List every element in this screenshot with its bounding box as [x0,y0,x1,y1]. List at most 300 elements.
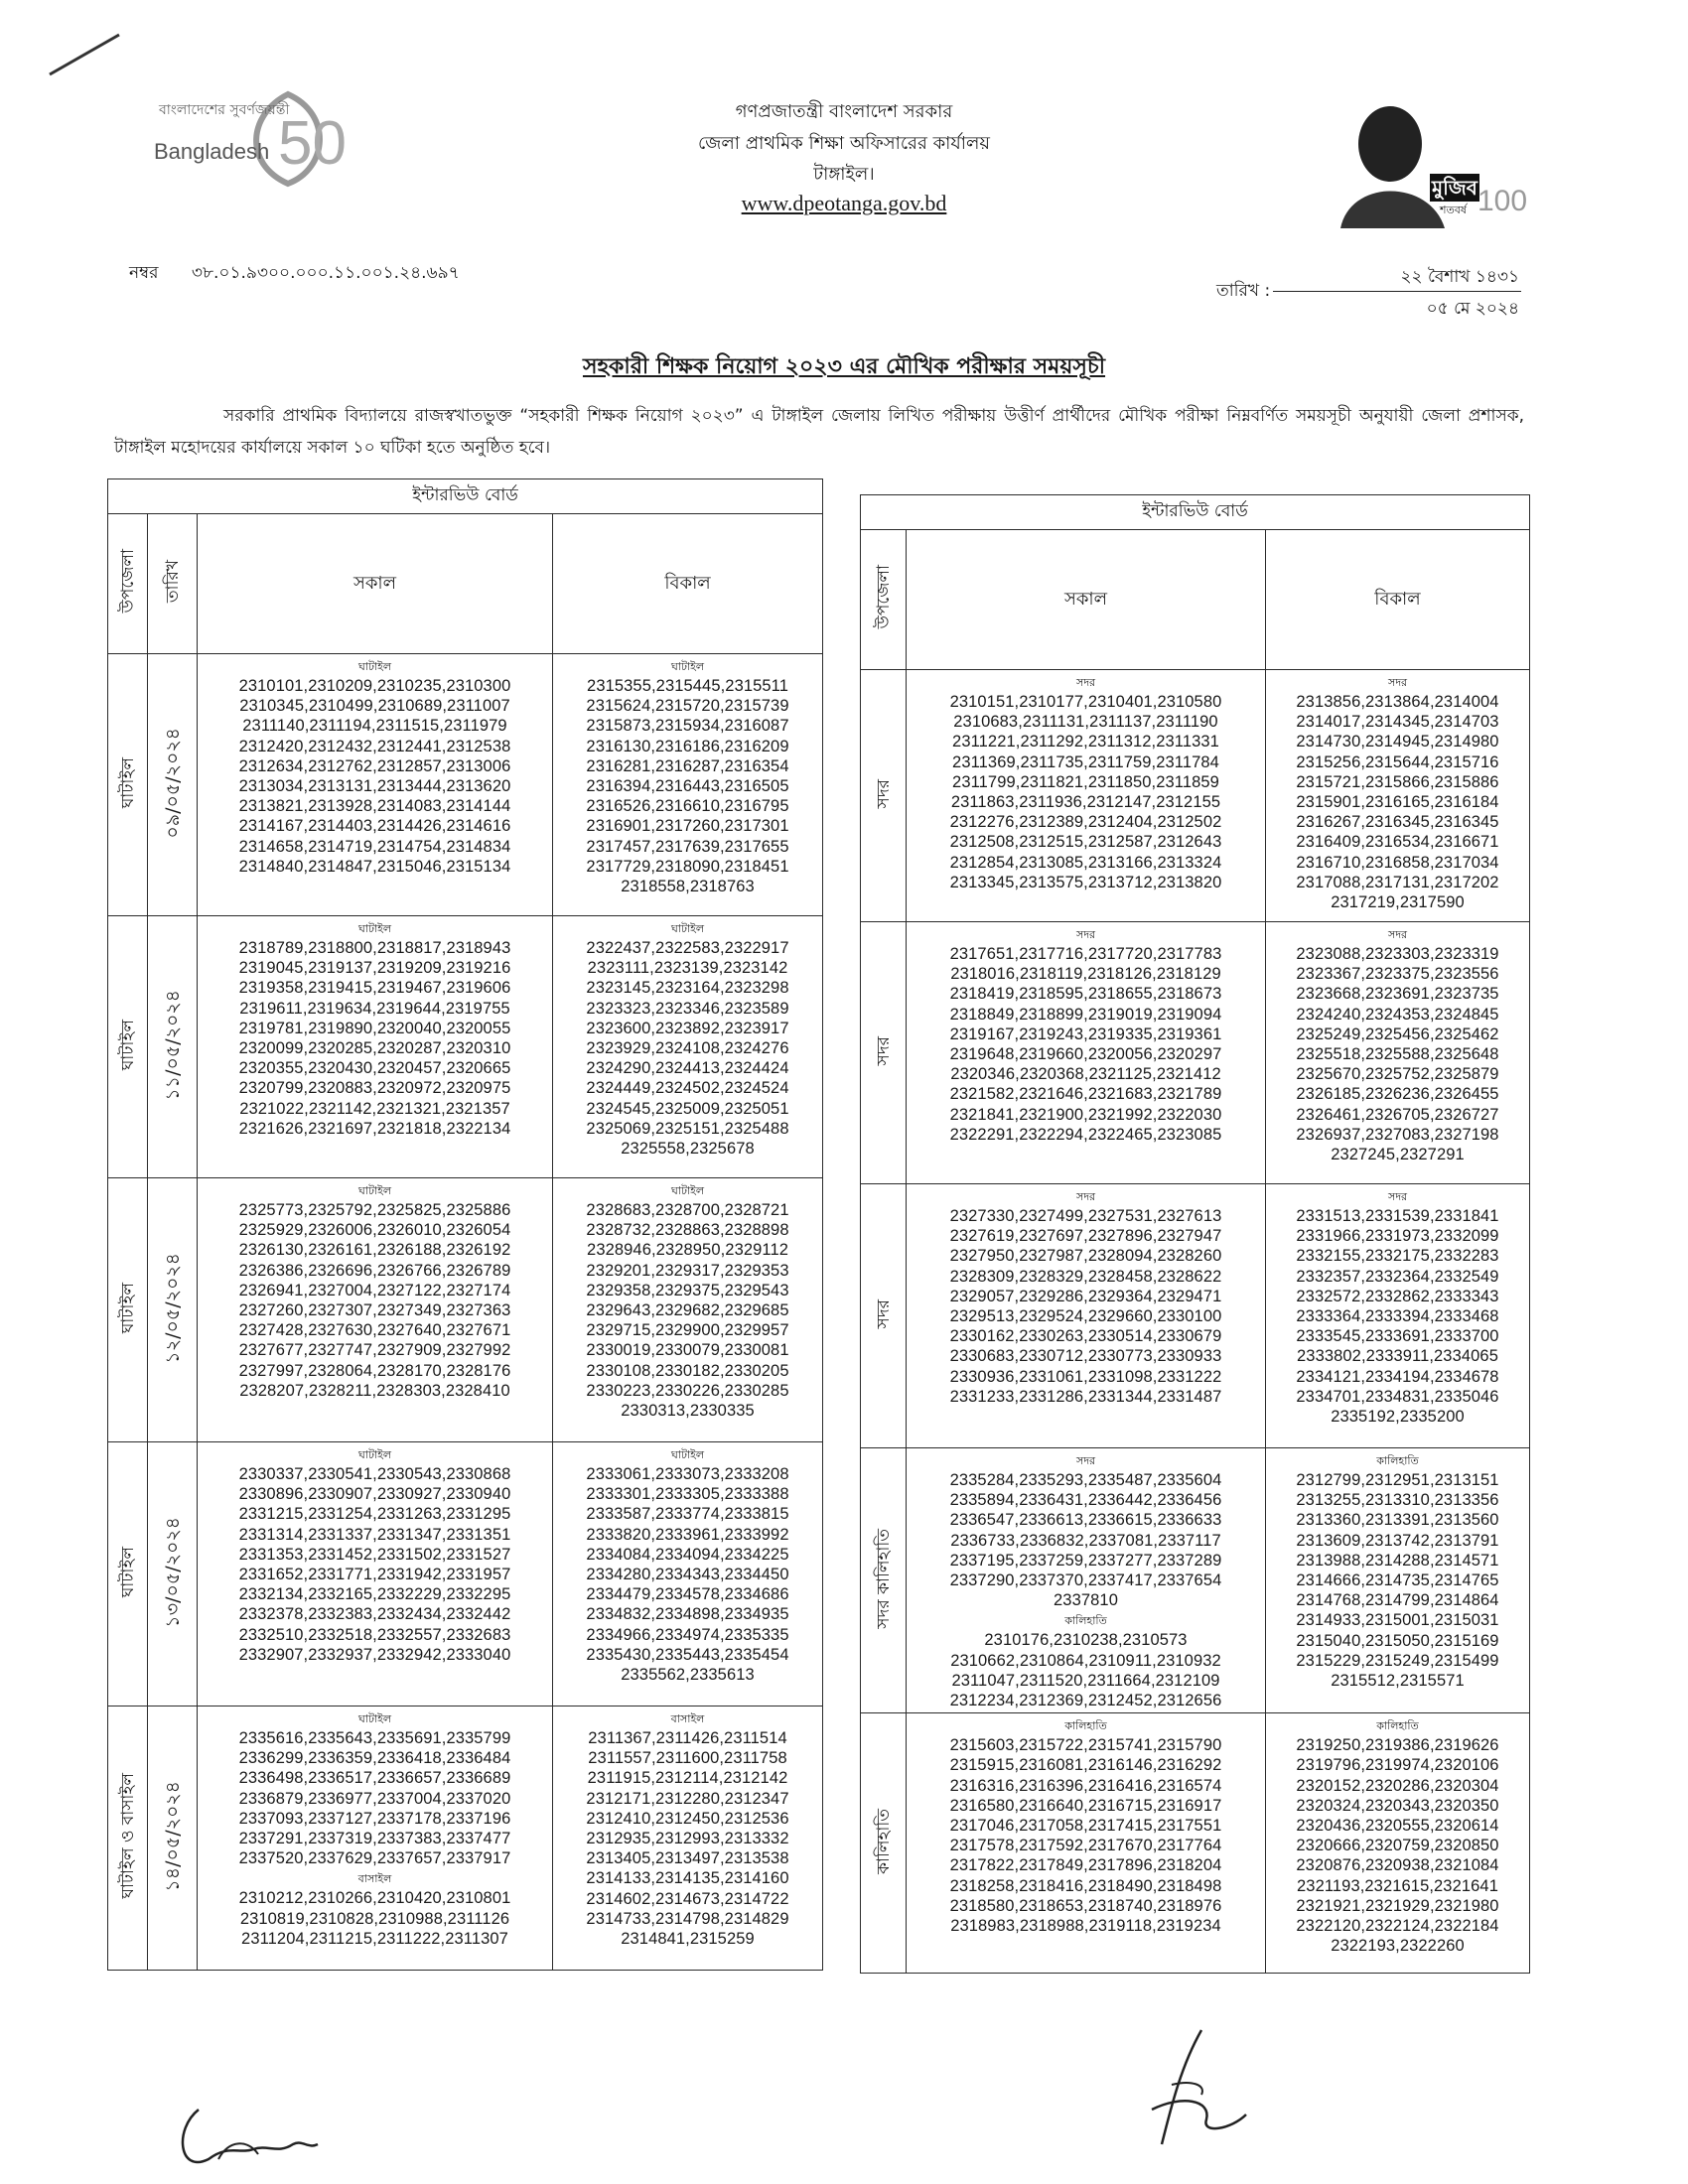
roll-number-line: 2330896,2330907,2330927,2330940 [238,1485,511,1504]
roll-number-list [200,1464,550,1665]
roll-number-line: 2336299,2336359,2336418,2336484 [238,1749,511,1768]
roll-number-line: 2335192,2335200 [1331,1408,1465,1427]
roll-number-line: 2329513,2329524,2329660,2330100 [949,1307,1222,1326]
roll-number-line: 2324545,2325009,2325051 [586,1099,789,1118]
roll-number-line: 2318419,2318595,2318655,2318673 [949,985,1222,1004]
roll-number-list [909,1735,1263,1936]
roll-number-line: 2315512,2315571 [1331,1672,1465,1691]
roll-number-line: 2331652,2331771,2331942,2331957 [238,1566,511,1584]
roll-number-line: 2322120,2322124,2322184 [1296,1917,1499,1936]
roll-number-line: 2317651,2317716,2317720,2317783 [949,945,1222,963]
roll-number-line: 2325249,2325456,2325462 [1296,1024,1499,1043]
roll-number-line: 2318789,2318800,2318817,2318943 [238,939,511,957]
roll-number-line: 2316394,2316443,2316505 [586,777,789,796]
upazila-sublabel: ঘাটাইল [357,1184,392,1197]
morning-cell [198,916,553,1178]
roll-number-line: 2323668,2323691,2323735 [1296,985,1499,1004]
roll-number-list [1268,944,1527,1164]
roll-number-line: 2315040,2315050,2315169 [1296,1631,1499,1650]
upazila-sublabel: বাসাইল [670,1712,705,1725]
roll-number-line: 2319167,2319243,2319335,2319361 [949,1024,1222,1043]
roll-number-line: 2316267,2316345,2316345 [1296,813,1499,832]
roll-number-line: 2319045,2319137,2319209,2319216 [238,959,511,978]
table-row [861,1184,1530,1448]
roll-number-line: 2337291,2337319,2337383,2337477 [238,1830,511,1848]
roll-number-line: 2331966,2331973,2332099 [1296,1227,1499,1246]
roll-number-line: 2330223,2330226,2330285 [586,1381,789,1400]
roll-number-line: 2310151,2310177,2310401,2310580 [949,693,1222,711]
upazila-name: ঘাটাইল [117,1282,138,1334]
upazila-name: ঘাটাইল [117,756,138,809]
intro-paragraph: সরকারি প্রাথমিক বিদ্যালয়ে রাজস্বখাতভুক্ত “সহকারী শিক্ষক নিয়োগ ২০২৩” এ টাঙ্গাইল জেলায় লিখিত পরীক্ষায় উত্তীর্ণ প্রার্থীদের মৌখিক পরীক্ষা নিম্নবর্ণিত সময়সূচী অনুযায়ী জেলা প্রশাসক, টাঙ্গাইল মহোদয়ের কার্যালয়ে সকাল ১০ ঘটিকা হতে অনুষ্ঠিত হবে। [114,406,1524,458]
left-interview-board-table [107,478,823,1971]
roll-number-line: 2317578,2317592,2317670,2317764 [949,1837,1222,1855]
date-english: ০৫ মে ২০২৪ [1426,299,1519,319]
left-col-morning-header: সকাল [198,514,553,654]
roll-number-line: 2311047,2311520,2311664,2312109 [951,1671,1220,1690]
roll-number-line: 2317457,2317639,2317655 [586,837,789,856]
roll-number-line: 2336547,2336613,2336615,2336633 [949,1511,1222,1530]
right-interview-board-table [860,494,1530,1974]
interview-date: ০৯/০৫/২০২৪ [161,727,184,839]
roll-number-line: 2315603,2315722,2315741,2315790 [949,1736,1222,1755]
interview-date: ১৪/০৫/২০২৪ [161,1780,184,1892]
roll-number-line: 2333301,2333305,2333388 [586,1485,789,1504]
table-row [108,1706,823,1971]
roll-number-line: 2314733,2314798,2314829 [586,1909,789,1928]
roll-number-line: 2315901,2316165,2316184 [1296,793,1499,812]
roll-number-line: 2321193,2321615,2321641 [1297,1876,1498,1895]
roll-number-line: 2320346,2320368,2321125,2321412 [950,1065,1221,1084]
roll-number-line: 2321841,2321900,2321992,2322030 [949,1105,1222,1124]
roll-number-line: 2312234,2312369,2312452,2312656 [949,1692,1222,1710]
roll-number-line: 2328946,2328950,2329112 [587,1241,788,1260]
roll-number-line: 2326130,2326161,2326188,2326192 [238,1241,511,1260]
roll-number-line: 2323323,2323346,2323589 [586,999,789,1018]
roll-number-line: 2331215,2331254,2331263,2331295 [238,1505,511,1524]
roll-number-line: 2313345,2313575,2313712,2313820 [949,873,1222,891]
roll-number-line: 2330019,2330079,2330081 [586,1341,789,1360]
roll-number-line: 2330683,2330712,2330773,2330933 [949,1347,1222,1366]
roll-number-line: 2312508,2312515,2312587,2312643 [949,833,1222,852]
roll-number-line: 2315873,2315934,2316087 [586,717,789,736]
roll-number-line: 2314167,2314403,2314426,2314616 [238,817,511,836]
upazila-sublabel: সদর [1075,1454,1096,1467]
roll-number-line: 2319781,2319890,2320040,2320055 [238,1019,511,1037]
roll-number-line: 2318983,2318988,2319118,2319234 [950,1917,1221,1936]
roll-number-line: 2322437,2322583,2322917 [586,939,789,957]
roll-number-line: 2316901,2317260,2317301 [586,817,789,836]
header-govt: গণপ্রজাতন্ত্রী বাংলাদেশ সরকার [735,101,953,122]
roll-number-line: 2331353,2331452,2331502,2331527 [238,1545,511,1564]
pen-stroke-mark [45,30,124,79]
roll-number-line: 2329643,2329682,2329685 [586,1301,789,1320]
roll-number-list [1268,1206,1527,1427]
header-district: টাঙ্গাইল। [813,164,875,185]
upazila-name: সদর কালিহাতি [873,1528,894,1629]
logo-name: Bangladesh [154,139,270,164]
morning-cell [907,670,1266,922]
roll-number-line: 2321582,2321646,2321683,2321789 [949,1085,1222,1104]
roll-number-line: 2318016,2318119,2318126,2318129 [950,965,1221,984]
roll-number-line: 2320876,2320938,2321084 [1296,1856,1499,1875]
roll-number-line: 2315229,2315249,2315499 [1296,1651,1499,1670]
roll-number-line: 2318849,2318899,2319019,2319094 [949,1005,1222,1024]
roll-number-line: 2324240,2324353,2324845 [1296,1005,1499,1024]
date-cell [148,1178,198,1442]
evening-cell [1266,1184,1530,1448]
roll-number-line: 2311863,2311936,2312147,2312155 [950,793,1221,812]
roll-number-line: 2311557,2311600,2311758 [588,1749,787,1768]
roll-number-line: 2331233,2331286,2331344,2331487 [949,1387,1222,1406]
roll-number-line: 2337290,2337370,2337417,2337654 [949,1571,1222,1590]
roll-number-line: 2327330,2327499,2327531,2327613 [949,1207,1222,1225]
roll-number-line: 2314730,2314945,2314980 [1296,733,1499,751]
left-col-evening-header: বিকাল [553,514,823,654]
roll-number-line: 2315624,2315720,2315739 [586,697,789,716]
logo-subtext: বাংলাদেশের সুবর্ণজয়ন্তী [159,102,290,118]
memo-label: নম্বর [129,263,159,283]
roll-number-list [200,676,550,877]
roll-number-line: 2320324,2320343,2320350 [1296,1796,1499,1815]
evening-cell [553,1706,823,1971]
roll-number-line: 2323145,2323164,2323298 [586,979,789,998]
upazila-sublabel: ঘাটাইল [357,1712,392,1725]
roll-number-line: 2313988,2314288,2314571 [1296,1551,1499,1570]
interview-date: ১১/০৫/২০২৪ [161,989,184,1101]
morning-cell [198,1442,553,1706]
roll-number-line: 2320152,2320286,2320304 [1296,1776,1499,1795]
roll-number-line: 2320355,2320430,2320457,2320665 [238,1059,511,1078]
morning-cell [198,1706,553,1971]
date-label: তারিখ : [1216,281,1271,301]
roll-number-line: 2320099,2320285,2320287,2320310 [238,1039,511,1058]
roll-number-line: 2315256,2315644,2315716 [1296,752,1499,771]
roll-number-line: 2330162,2330263,2330514,2330679 [949,1327,1222,1346]
upazila-name: সদর [873,1298,894,1329]
roll-number-line: 2311204,2311215,2311222,2311307 [241,1929,508,1948]
roll-number-line: 2321626,2321697,2321818,2322134 [238,1119,511,1138]
roll-number-line: 2311915,2312114,2312142 [587,1769,788,1788]
roll-number-list [200,1888,550,1949]
table-row [861,1448,1530,1713]
roll-number-line: 2332510,2332518,2332557,2332683 [238,1625,511,1644]
roll-number-line: 2318258,2318416,2318490,2318498 [949,1876,1222,1895]
roll-number-line: 2311799,2311821,2311850,2311859 [952,772,1219,791]
roll-number-line: 2315355,2315445,2315511 [587,677,788,695]
roll-number-line: 2314602,2314673,2314722 [586,1889,789,1908]
roll-number-line: 2326937,2327083,2327198 [1296,1125,1499,1144]
left-board-title: ইন্টারভিউ বোর্ড [108,479,823,514]
morning-cell [907,922,1266,1184]
roll-number-line: 2326461,2326705,2326727 [1296,1105,1499,1124]
roll-number-line: 2323929,2324108,2324276 [586,1039,789,1058]
upazila-sublabel: ঘাটাইল [670,660,705,673]
roll-number-line: 2312799,2312951,2313151 [1296,1471,1499,1489]
roll-number-line: 2312854,2313085,2313166,2313324 [949,853,1222,872]
roll-number-list [555,1728,820,1949]
right-board-title: ইন্টারভিউ বোর্ড [861,495,1530,530]
roll-number-line: 2336879,2336977,2337004,2337020 [238,1789,511,1808]
roll-number-line: 2327997,2328064,2328170,2328176 [238,1361,511,1380]
upazila-name: ঘাটাইল [117,1546,138,1598]
upazila-sublabel: সদর [1075,676,1096,689]
roll-number-line: 2325670,2325752,2325879 [1296,1065,1499,1084]
upazila-sublabel: সদর [1387,1190,1408,1203]
roll-number-line: 2312410,2312450,2312536 [586,1809,789,1828]
upazila-sublabel: সদর [1387,928,1408,941]
roll-number-line: 2332357,2332364,2332549 [1296,1267,1499,1286]
roll-number-line: 2315915,2316081,2316146,2316292 [949,1756,1222,1775]
upazila-sublabel: সদর [1387,676,1408,689]
right-col-morning-header: সকাল [907,530,1266,670]
roll-number-line: 2329057,2329286,2329364,2329471 [949,1287,1222,1305]
morning-cell [907,1184,1266,1448]
table-row [861,670,1530,922]
interview-date: ১২/০৫/২০২৪ [161,1252,184,1364]
roll-number-line: 2325773,2325792,2325825,2325886 [238,1201,511,1219]
roll-number-list [1268,692,1527,912]
morning-cell [198,654,553,916]
roll-number-line: 2336498,2336517,2336657,2336689 [238,1769,511,1788]
roll-number-line: 2319250,2319386,2319626 [1296,1736,1499,1755]
roll-number-line: 2337093,2337127,2337178,2337196 [238,1809,511,1828]
evening-cell [553,654,823,916]
roll-number-line: 2313609,2313742,2313791 [1296,1531,1499,1550]
roll-number-list [555,938,820,1159]
table-row [108,1442,823,1706]
roll-number-line: 2310212,2310266,2310420,2310801 [238,1889,511,1908]
evening-cell [1266,1713,1530,1974]
upazila-cell [861,1448,907,1713]
roll-number-line: 2325929,2326006,2326010,2326054 [238,1221,511,1240]
roll-number-line: 2327428,2327630,2327640,2327671 [238,1321,511,1340]
evening-cell [553,1442,823,1706]
evening-cell [553,916,823,1178]
roll-number-line: 2312171,2312280,2312347 [586,1789,789,1808]
header-office: জেলা প্রাথমিক শিক্ষা অফিসারের কার্যালয় [697,133,991,154]
table-row [108,654,823,916]
roll-number-line: 2334701,2334831,2335046 [1296,1387,1499,1406]
roll-number-line: 2312935,2312993,2313332 [586,1830,789,1848]
roll-number-line: 2314840,2314847,2315046,2315134 [238,857,511,876]
upazila-sublabel: ঘাটাইল [670,922,705,935]
roll-number-line: 2333820,2333961,2333992 [586,1525,789,1544]
upazila-cell [861,670,907,922]
roll-number-line: 2326386,2326696,2326766,2326789 [238,1261,511,1280]
left-col-date-label: তারিখ [162,559,183,604]
roll-number-line: 2331314,2331337,2331347,2331351 [238,1525,511,1544]
roll-number-line: 2311140,2311194,2311515,2311979 [242,717,507,736]
date-cell [148,1442,198,1706]
roll-number-line: 2313255,2313310,2313356 [1296,1491,1499,1510]
upazila-sublabel: ঘাটাইল [357,922,392,935]
roll-number-line: 2332155,2332175,2332283 [1296,1247,1499,1266]
roll-number-line: 2328683,2328700,2328721 [586,1201,789,1219]
roll-number-line: 2322291,2322294,2322465,2323085 [949,1125,1222,1144]
date-bangla: ২২ বৈশাখ ১৪৩১ [1400,267,1519,287]
left-col-upazila-header [108,514,148,654]
roll-number-line: 2316281,2316287,2316354 [586,756,789,775]
signature-left [169,2100,338,2179]
upazila-cell [108,1442,148,1706]
logo-mujib-number: 100 [1477,185,1528,217]
roll-number-line: 2313856,2313864,2314004 [1296,693,1499,711]
morning-cell [907,1713,1266,1974]
roll-number-line: 2333587,2333774,2333815 [586,1505,789,1524]
roll-number-line: 2312276,2312389,2312404,2312502 [949,813,1222,832]
roll-number-line: 2325558,2325678 [621,1140,755,1159]
right-col-upazila-header [861,530,907,670]
roll-number-line: 2333364,2333394,2333468 [1296,1307,1499,1326]
signature-right [1112,2025,1281,2154]
roll-number-line: 2319611,2319634,2319644,2319755 [239,999,510,1018]
upazila-sublabel: ঘাটাইল [357,660,392,673]
upazila-sublabel: ঘাটাইল [670,1448,705,1461]
roll-number-line: 2326185,2326236,2326455 [1296,1085,1499,1104]
memo-number: ৩৮.০১.৯৩০০.০০০.১১.০০১.২৪.৬৯৭ [191,263,460,283]
roll-number-line: 2311369,2311735,2311759,2311784 [952,752,1219,771]
roll-number-line: 2313405,2313497,2313538 [586,1849,789,1868]
table-row [861,1713,1530,1974]
roll-number-line: 2312420,2312432,2312441,2312538 [238,737,511,755]
upazila-sublabel: কালিহাতি [1376,1719,1419,1733]
roll-number-line: 2328309,2328329,2328458,2328622 [949,1267,1222,1286]
roll-number-list [909,944,1263,1145]
morning-cell [907,1448,1266,1713]
roll-number-line: 2328207,2328211,2328303,2328410 [239,1381,510,1400]
roll-number-line: 2323600,2323892,2323917 [586,1019,789,1037]
roll-number-line: 2327260,2327307,2327349,2327363 [238,1301,511,1320]
roll-number-line: 2314133,2314135,2314160 [586,1869,789,1888]
roll-number-line: 2329201,2329317,2329353 [586,1261,789,1280]
upazila-name: কালিহাতি [873,1808,894,1874]
roll-number-line: 2335616,2335643,2335691,2335799 [238,1729,511,1747]
roll-number-line: 2316130,2316186,2316209 [586,737,789,755]
roll-number-line: 2321022,2321142,2321321,2321357 [239,1099,510,1118]
roll-number-line: 2330108,2330182,2330205 [586,1361,789,1380]
evening-cell [1266,922,1530,1184]
upazila-cell [108,916,148,1178]
roll-number-line: 2332378,2332383,2332434,2332442 [238,1605,511,1624]
roll-number-line: 2319648,2319660,2320056,2320297 [949,1045,1222,1064]
roll-number-line: 2329358,2329375,2329543 [586,1281,789,1299]
upazila-name: ঘাটাইল ও বাসাইল [117,1773,138,1899]
roll-number-line: 2317729,2318090,2318451 [586,857,789,876]
roll-number-line: 2328732,2328863,2328898 [586,1221,789,1240]
roll-number-line: 2320799,2320883,2320972,2320975 [238,1079,511,1098]
roll-number-line: 2333545,2333691,2333700 [1296,1327,1499,1346]
evening-cell [1266,1448,1530,1713]
interview-date: ১৩/০৫/২০২৪ [161,1516,184,1628]
roll-number-line: 2318558,2318763 [621,878,755,896]
roll-number-line: 2326941,2327004,2327122,2327174 [238,1281,511,1299]
roll-number-list [909,1470,1263,1610]
roll-number-line: 2337195,2337259,2337277,2337289 [949,1551,1222,1570]
roll-number-line: 2314841,2315259 [621,1930,755,1949]
roll-number-line: 2334479,2334578,2334686 [586,1585,789,1604]
header-website-link[interactable]: www.dpeotanga.gov.bd [741,191,947,215]
roll-number-line: 2320666,2320759,2320850 [1296,1837,1499,1855]
roll-number-line: 2313034,2313131,2313444,2313620 [238,777,511,796]
left-col-upazila-label: উপজেলা [117,549,138,614]
roll-number-line: 2323367,2323375,2323556 [1296,965,1499,984]
upazila-sublabel: কালিহাতি [1064,1719,1107,1733]
roll-number-line: 2319796,2319974,2320106 [1296,1756,1499,1775]
upazila-cell [108,1706,148,1971]
roll-number-list [555,676,820,896]
roll-number-line: 2324290,2324413,2324424 [586,1059,789,1078]
roll-number-line: 2317088,2317131,2317202 [1296,873,1499,891]
upazila-sublabel: ঘাটাইল [357,1448,392,1461]
date-divider [1273,291,1521,292]
upazila-cell [108,654,148,916]
roll-number-line: 2323088,2323303,2323319 [1296,945,1499,963]
roll-number-line: 2310819,2310828,2310988,2311126 [239,1909,510,1928]
right-col-evening-header: বিকাল [1266,530,1530,670]
upazila-sublabel: সদর [1075,928,1096,941]
roll-number-list [200,1200,550,1401]
upazila-cell [861,1713,907,1974]
roll-number-line: 2334084,2334094,2334225 [586,1545,789,1564]
roll-number-line: 2314768,2314799,2314864 [1296,1591,1499,1610]
roll-number-line: 2330313,2330335 [621,1402,755,1421]
roll-number-list [200,938,550,1139]
roll-number-line: 2334966,2334974,2335335 [586,1625,789,1644]
roll-number-line: 2332907,2332937,2332942,2333040 [238,1645,511,1664]
roll-number-line: 2337520,2337629,2337657,2337917 [238,1849,511,1868]
upazila-cell [861,922,907,1184]
roll-number-line: 2336733,2336832,2337081,2337117 [950,1531,1221,1550]
date-cell [148,1706,198,1971]
upazila-cell [861,1184,907,1448]
roll-number-line: 2332134,2332165,2332229,2332295 [238,1585,511,1604]
roll-number-line: 2330936,2331061,2331098,2331222 [949,1367,1222,1386]
roll-number-line: 2318580,2318653,2318740,2318976 [949,1896,1222,1915]
roll-number-line: 2310345,2310499,2310689,2311007 [239,697,510,716]
roll-number-line: 2333802,2333911,2334065 [1297,1347,1498,1366]
roll-number-line: 2330337,2330541,2330543,2330868 [238,1465,511,1483]
upazila-name: ঘাটাইল [117,1019,138,1071]
roll-number-line: 2324449,2324502,2324524 [586,1079,789,1098]
document-title: সহকারী শিক্ষক নিয়োগ ২০২৩ এর মৌখিক পরীক্ষার সময়সূচী [582,354,1106,379]
roll-number-line: 2329715,2329900,2329957 [586,1321,789,1340]
right-col-upazila-label: উপজেলা [873,565,894,629]
upazila-sublabel: কালিহাতি [1064,1614,1107,1628]
roll-number-list [909,692,1263,892]
roll-number-line: 2312634,2312762,2312857,2313006 [238,756,511,775]
logo-number: 50 [278,109,347,178]
roll-number-line: 2311367,2311426,2311514 [588,1729,787,1747]
roll-number-line: 2325518,2325588,2325648 [1296,1045,1499,1064]
left-col-date-header [148,514,198,654]
logo-mujib-sub: শতবর্ষ [1440,204,1467,216]
roll-number-line: 2314933,2315001,2315031 [1296,1611,1499,1630]
roll-number-line: 2313821,2313928,2314083,2314144 [238,797,511,816]
roll-number-line: 2311221,2311292,2311312,2311331 [952,733,1219,751]
roll-number-line: 2322193,2322260 [1331,1937,1465,1956]
roll-number-line: 2310683,2311131,2311137,2311190 [953,713,1218,732]
roll-number-line: 2337810 [1054,1591,1118,1610]
roll-number-line: 2315721,2315866,2315886 [1296,772,1499,791]
upazila-sublabel: বাসাইল [357,1872,392,1886]
roll-number-line: 2321921,2321929,2321980 [1296,1896,1499,1915]
right-board-body [861,670,1530,1974]
roll-number-line: 2333061,2333073,2333208 [586,1465,789,1483]
roll-number-line: 2332572,2332862,2333343 [1296,1287,1499,1305]
roll-number-line: 2316710,2316858,2317034 [1296,853,1499,872]
roll-number-line: 2317822,2317849,2317896,2318204 [949,1856,1222,1875]
